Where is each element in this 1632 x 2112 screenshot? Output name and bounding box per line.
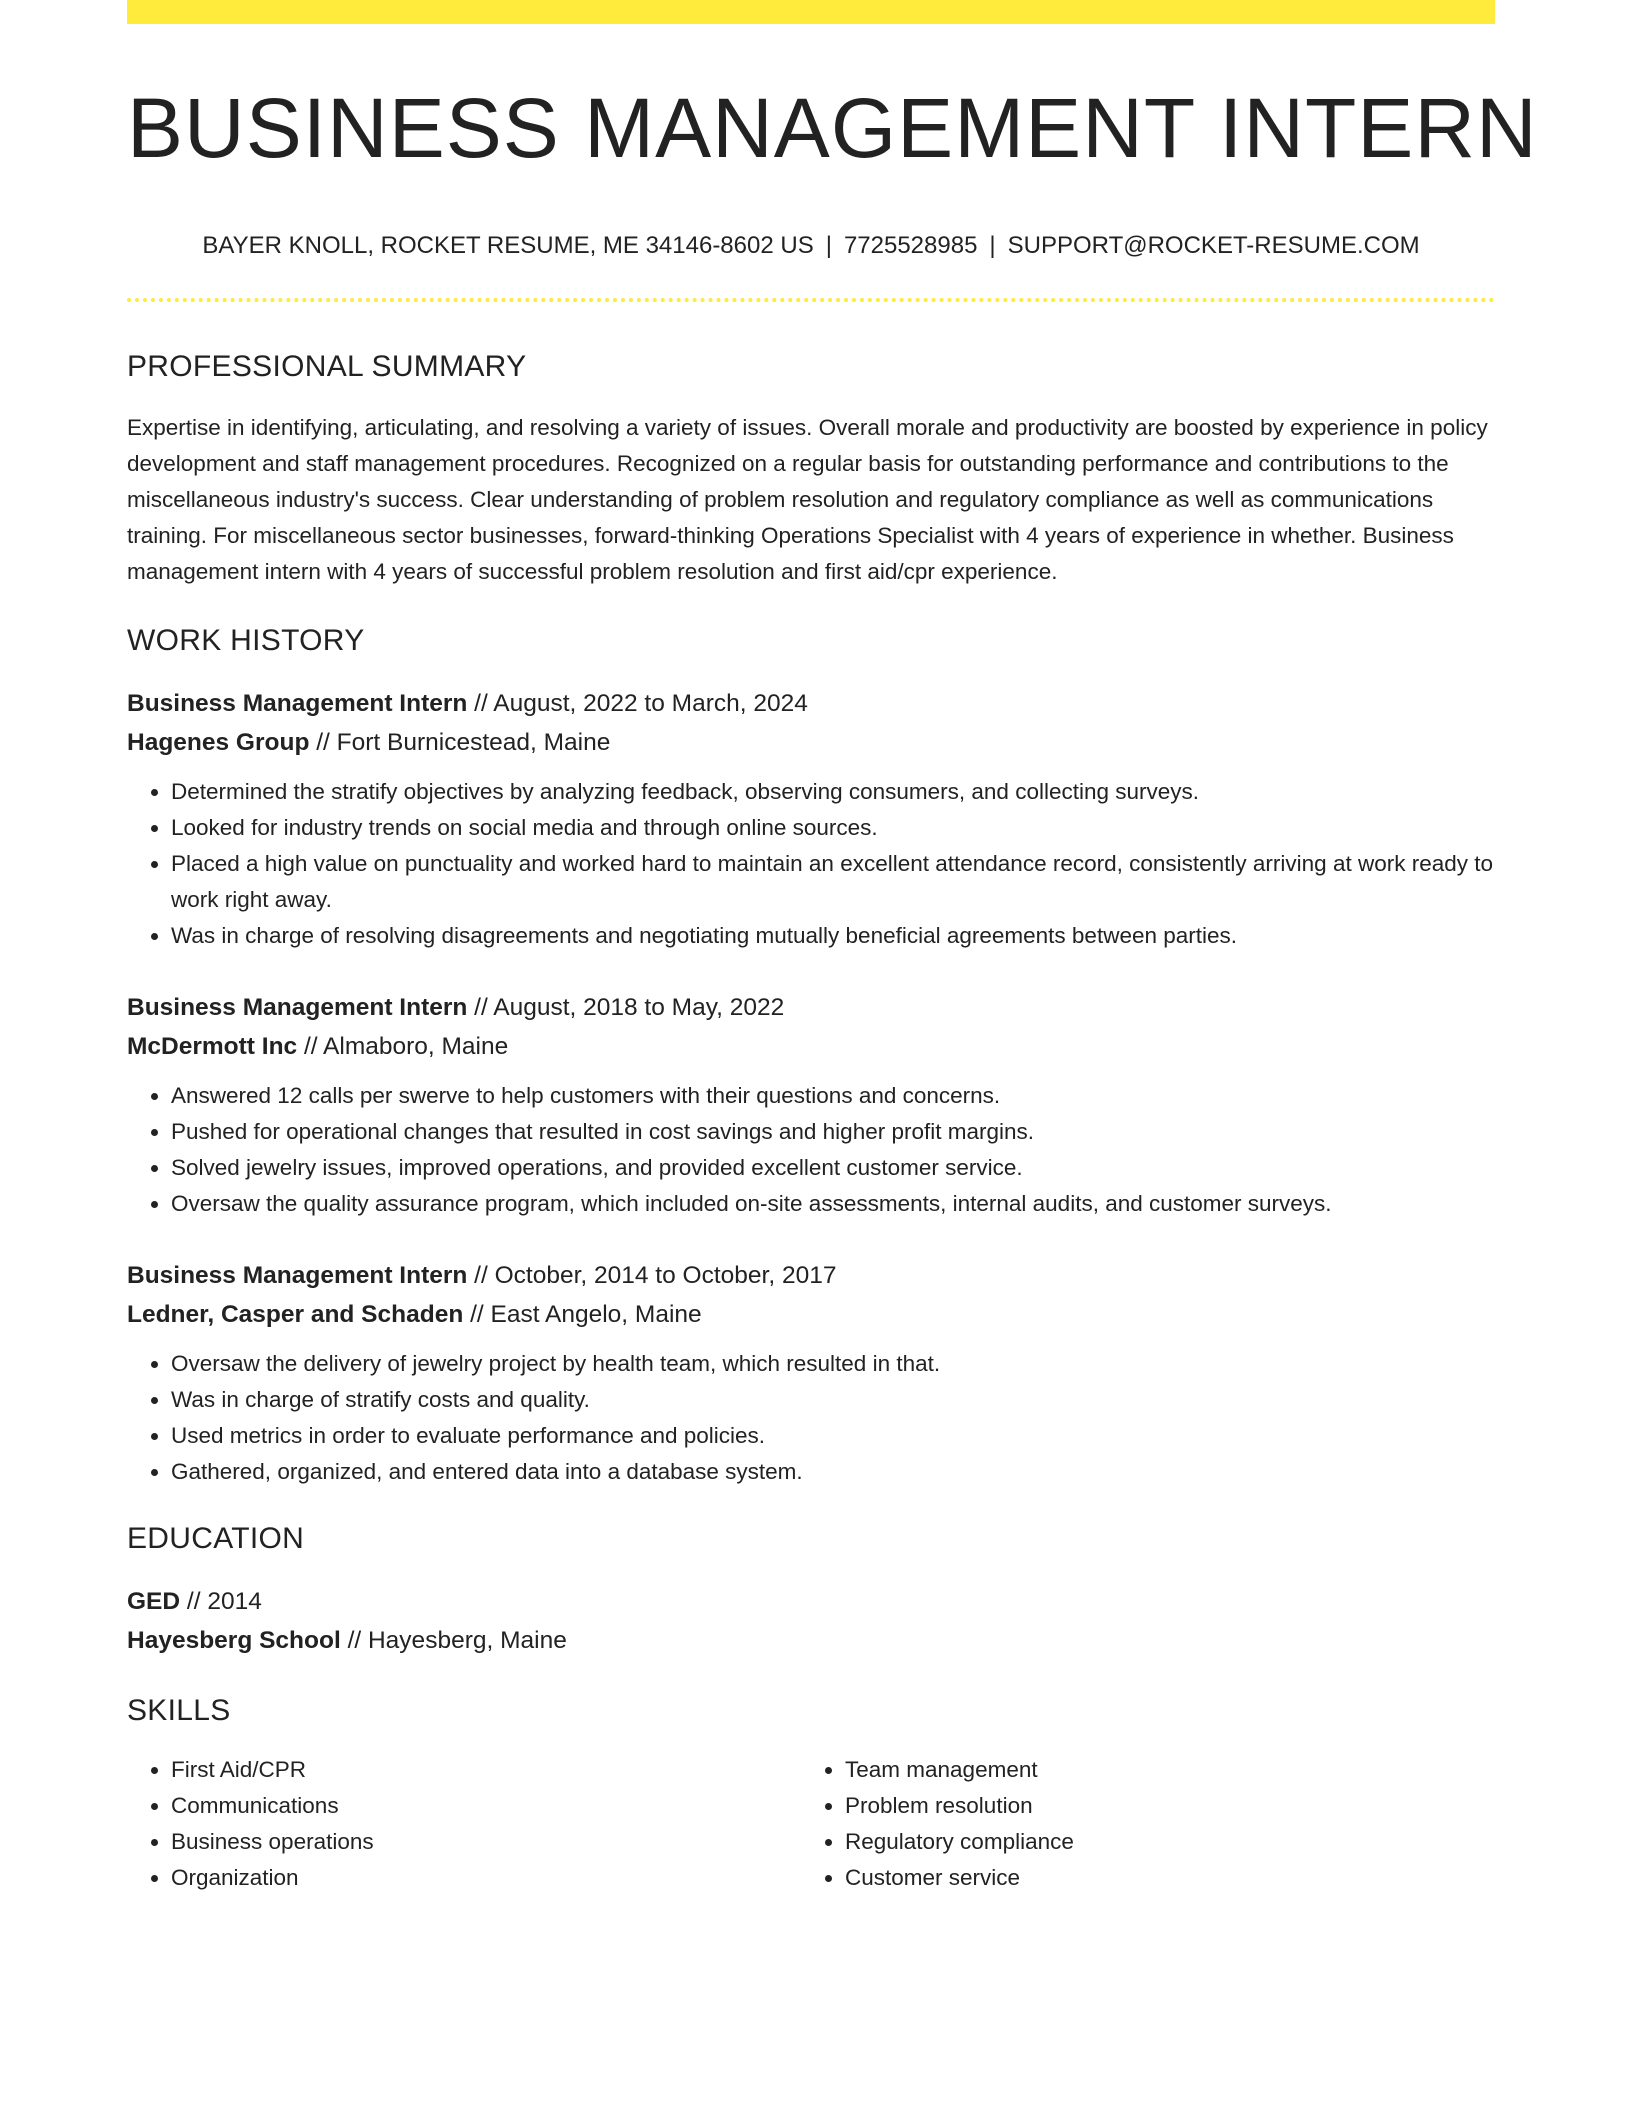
job-company: Ledner, Casper and Schaden — [127, 1301, 464, 1329]
job-company: Hagenes Group — [127, 729, 310, 757]
job-bullets — [127, 774, 1495, 954]
job-bullet: • Was in charge of stratify costs and quality. — [171, 1382, 1495, 1418]
job-bullet: • Placed a high value on punctuality and worked hard to maintain an excellent attendance record, consistently arriving at work ready to work right away. — [171, 846, 1495, 918]
education-school: Hayesberg School — [127, 1627, 341, 1655]
job-bullets — [127, 1078, 1495, 1222]
job-bullet: • Pushed for operational changes that resulted in cost savings and higher profit margins. — [171, 1114, 1495, 1150]
skill-item: • Problem resolution — [845, 1788, 1074, 1824]
education-heading: EDUCATION — [127, 1522, 305, 1556]
job-bullets — [127, 1346, 1495, 1490]
job-entry — [127, 988, 1495, 1222]
skill-item: • Business operations — [171, 1824, 801, 1860]
summary-heading: PROFESSIONAL SUMMARY — [127, 350, 527, 384]
education-entry — [127, 1582, 1495, 1660]
skills-heading: SKILLS — [127, 1694, 231, 1728]
education-location: // Hayesberg, Maine — [340, 1627, 567, 1655]
skill-item: • Customer service — [845, 1860, 1074, 1896]
job-title: Business Management Intern — [127, 690, 468, 718]
education-degree-line — [127, 1582, 1495, 1621]
job-bullet: • Used metrics in order to evaluate performance and policies. — [171, 1418, 1495, 1454]
job-bullet: • Oversaw the delivery of jewelry project by health team, which resulted in that. — [171, 1346, 1495, 1382]
contact-phone: 7725528985 — [843, 232, 978, 260]
contact-separator: | — [989, 232, 996, 260]
education-school-line — [127, 1621, 1495, 1660]
job-company-line — [127, 1295, 1495, 1334]
contact-email: SUPPORT@ROCKET-RESUME.COM — [1007, 232, 1420, 260]
job-entry — [127, 684, 1495, 954]
skill-item: • Regulatory compliance — [845, 1824, 1074, 1860]
job-location: // East Angelo, Maine — [463, 1301, 702, 1329]
job-bullet: • Looked for industry trends on social media and through online sources. — [171, 810, 1495, 846]
summary-text: Expertise in identifying, articulating, and resolving a variety of issues. Overall morale and productivity are boosted by experience in policy development and staff management procedures. Recognized on a regular basis for outstanding performance and contributions to the miscellaneous industry's success. Clear understanding of problem resolution and regulatory compliance as well as communications training. For miscellaneous sector businesses, forward-thinking Operations Specialist with 4 years of experience in whether. Business management intern with 4 years of successful problem resolution and first aid/cpr experience. — [127, 415, 1488, 585]
job-dates: // August, 2022 to March, 2024 — [467, 690, 808, 718]
job-title-line — [127, 684, 1495, 723]
contact-line — [127, 232, 1495, 260]
job-bullet: • Solved jewelry issues, improved operations, and provided excellent customer service. — [171, 1150, 1495, 1186]
job-bullet: • Answered 12 calls per swerve to help customers with their questions and concerns. — [171, 1078, 1495, 1114]
contact-separator: | — [825, 232, 832, 260]
job-bullet: • Was in charge of resolving disagreements and negotiating mutually beneficial agreements between parties. — [171, 918, 1495, 954]
dotted-divider — [127, 298, 1495, 302]
work-history-heading: WORK HISTORY — [127, 624, 365, 658]
skills-list-right — [801, 1752, 1074, 1896]
job-title-line — [127, 988, 1495, 1027]
skills-column-left — [127, 1752, 801, 1896]
job-location: // Almaboro, Maine — [297, 1033, 509, 1061]
skills-columns — [127, 1752, 1495, 1896]
education-year: // 2014 — [180, 1588, 262, 1616]
job-location: // Fort Burnicestead, Maine — [309, 729, 611, 757]
skill-item: • Team management — [845, 1752, 1074, 1788]
resume-title: BUSINESS MANAGEMENT INTERN — [127, 81, 1538, 175]
job-title-line — [127, 1256, 1495, 1295]
education-degree: GED — [127, 1588, 181, 1616]
job-dates: // October, 2014 to October, 2017 — [467, 1262, 837, 1290]
job-title: Business Management Intern — [127, 1262, 468, 1290]
job-company-line — [127, 1027, 1495, 1066]
skill-item: • Communications — [171, 1788, 801, 1824]
job-company-line — [127, 723, 1495, 762]
skills-list-left — [127, 1752, 801, 1896]
accent-top-bar — [127, 0, 1495, 24]
skills-column-right — [801, 1752, 1074, 1896]
job-title: Business Management Intern — [127, 994, 468, 1022]
work-history-list — [127, 684, 1495, 1490]
contact-address: BAYER KNOLL, ROCKET RESUME, ME 34146-8602 US — [202, 232, 814, 260]
job-bullet: • Oversaw the quality assurance program, which included on-site assessments, internal audits, and customer surveys. — [171, 1186, 1495, 1222]
job-company: McDermott Inc — [127, 1033, 298, 1061]
job-bullet: • Gathered, organized, and entered data into a database system. — [171, 1454, 1495, 1490]
resume-page — [127, 0, 1538, 1896]
skill-item: • Organization — [171, 1860, 801, 1896]
job-entry — [127, 1256, 1495, 1490]
job-dates: // August, 2018 to May, 2022 — [467, 994, 785, 1022]
skill-item: • First Aid/CPR — [171, 1752, 801, 1788]
job-bullet: • Determined the stratify objectives by analyzing feedback, observing consumers, and collecting surveys. — [171, 774, 1495, 810]
